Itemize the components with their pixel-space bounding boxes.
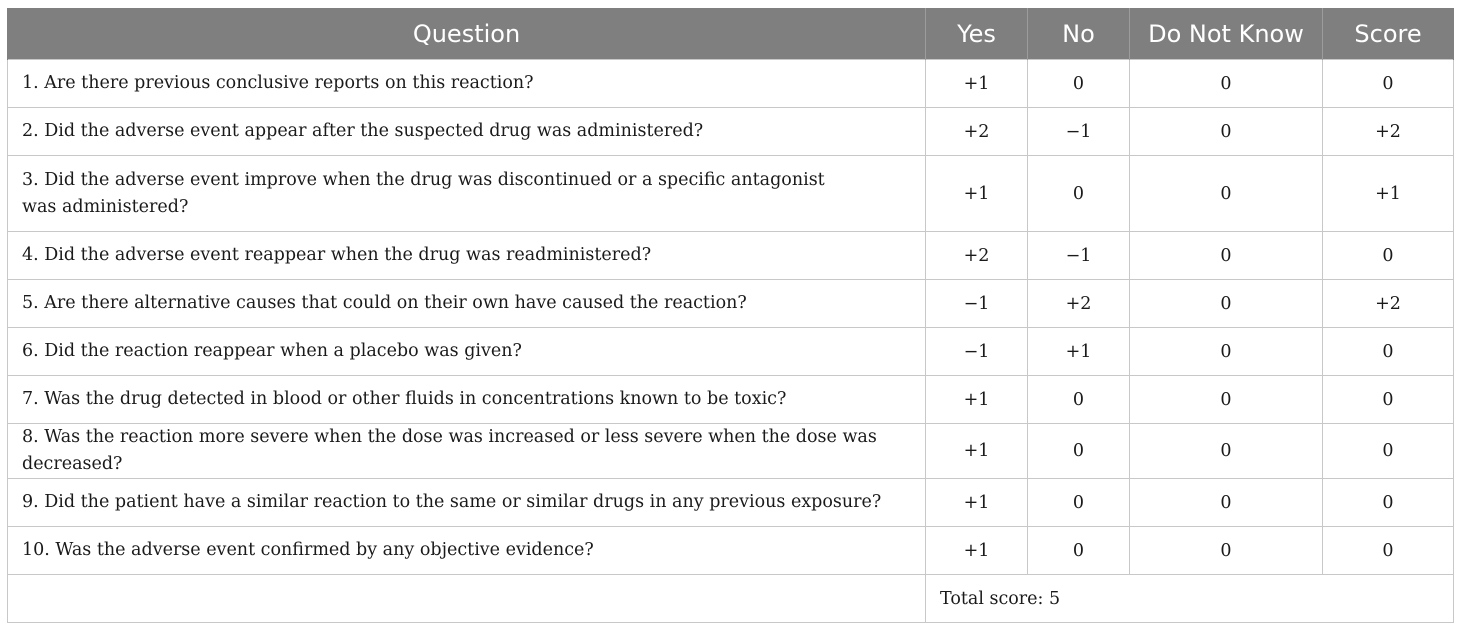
question-line: 3. Did the adverse event improve when the drug was discontinued or a specific antagonist <box>22 169 825 190</box>
naranjo-table-container <box>7 8 1453 623</box>
score-cell: 0 <box>1323 479 1454 527</box>
yes-cell: −1 <box>926 280 1028 328</box>
score-cell: 0 <box>1323 424 1454 479</box>
do-not-know-cell: 0 <box>1130 232 1323 280</box>
header-score: Score <box>1323 8 1454 60</box>
table-row <box>8 376 1454 424</box>
question-line: was administered? <box>22 196 189 217</box>
do-not-know-cell: 0 <box>1130 108 1323 156</box>
score-cell: 0 <box>1323 232 1454 280</box>
yes-cell: +2 <box>926 108 1028 156</box>
do-not-know-cell: 0 <box>1130 527 1323 575</box>
table-row <box>8 328 1454 376</box>
no-cell: 0 <box>1028 424 1130 479</box>
no-cell: 0 <box>1028 479 1130 527</box>
no-cell: 0 <box>1028 60 1130 108</box>
do-not-know-cell: 0 <box>1130 60 1323 108</box>
table-row <box>8 479 1454 527</box>
question-cell: 9. Did the patient have a similar reaction to the same or similar drugs in any previous exposure? <box>8 479 926 527</box>
table-row <box>8 60 1454 108</box>
yes-cell: +1 <box>926 424 1028 479</box>
score-cell: +2 <box>1323 280 1454 328</box>
header-no: No <box>1028 8 1130 60</box>
question-cell: 5. Are there alternative causes that could on their own have caused the reaction? <box>8 280 926 328</box>
table-row <box>8 156 1454 232</box>
yes-cell: +1 <box>926 479 1028 527</box>
question-cell: 2. Did the adverse event appear after the suspected drug was administered? <box>8 108 926 156</box>
table-row <box>8 108 1454 156</box>
score-cell: +1 <box>1323 156 1454 232</box>
naranjo-table <box>7 8 1454 623</box>
yes-cell: +1 <box>926 527 1028 575</box>
yes-cell: +1 <box>926 376 1028 424</box>
question-cell: 10. Was the adverse event confirmed by any objective evidence? <box>8 527 926 575</box>
header-do-not-know: Do Not Know <box>1130 8 1323 60</box>
no-cell: 0 <box>1028 527 1130 575</box>
question-cell: 8. Was the reaction more severe when the dose was increased or less severe when the dose was decreased? <box>8 424 926 479</box>
total-row <box>8 575 1454 623</box>
question-cell <box>8 156 926 232</box>
table-row <box>8 232 1454 280</box>
no-cell: +1 <box>1028 328 1130 376</box>
yes-cell: +1 <box>926 60 1028 108</box>
no-cell: +2 <box>1028 280 1130 328</box>
total-score-cell: Total score: 5 <box>926 575 1454 623</box>
no-cell: 0 <box>1028 376 1130 424</box>
header-yes: Yes <box>926 8 1028 60</box>
yes-cell: +1 <box>926 156 1028 232</box>
table-header-row <box>8 8 1454 60</box>
do-not-know-cell: 0 <box>1130 280 1323 328</box>
score-cell: 0 <box>1323 60 1454 108</box>
total-blank-cell <box>8 575 926 623</box>
score-cell: 0 <box>1323 376 1454 424</box>
do-not-know-cell: 0 <box>1130 479 1323 527</box>
table-row <box>8 424 1454 479</box>
no-cell: 0 <box>1028 156 1130 232</box>
question-cell: 7. Was the drug detected in blood or other fluids in concentrations known to be toxic? <box>8 376 926 424</box>
question-cell: 1. Are there previous conclusive reports on this reaction? <box>8 60 926 108</box>
table-row <box>8 280 1454 328</box>
header-question: Question <box>8 8 926 60</box>
question-cell: 6. Did the reaction reappear when a placebo was given? <box>8 328 926 376</box>
no-cell: −1 <box>1028 108 1130 156</box>
score-cell: +2 <box>1323 108 1454 156</box>
do-not-know-cell: 0 <box>1130 376 1323 424</box>
do-not-know-cell: 0 <box>1130 424 1323 479</box>
yes-cell: −1 <box>926 328 1028 376</box>
score-cell: 0 <box>1323 328 1454 376</box>
score-cell: 0 <box>1323 527 1454 575</box>
question-cell: 4. Did the adverse event reappear when the drug was readministered? <box>8 232 926 280</box>
table-row <box>8 527 1454 575</box>
yes-cell: +2 <box>926 232 1028 280</box>
no-cell: −1 <box>1028 232 1130 280</box>
do-not-know-cell: 0 <box>1130 156 1323 232</box>
do-not-know-cell: 0 <box>1130 328 1323 376</box>
